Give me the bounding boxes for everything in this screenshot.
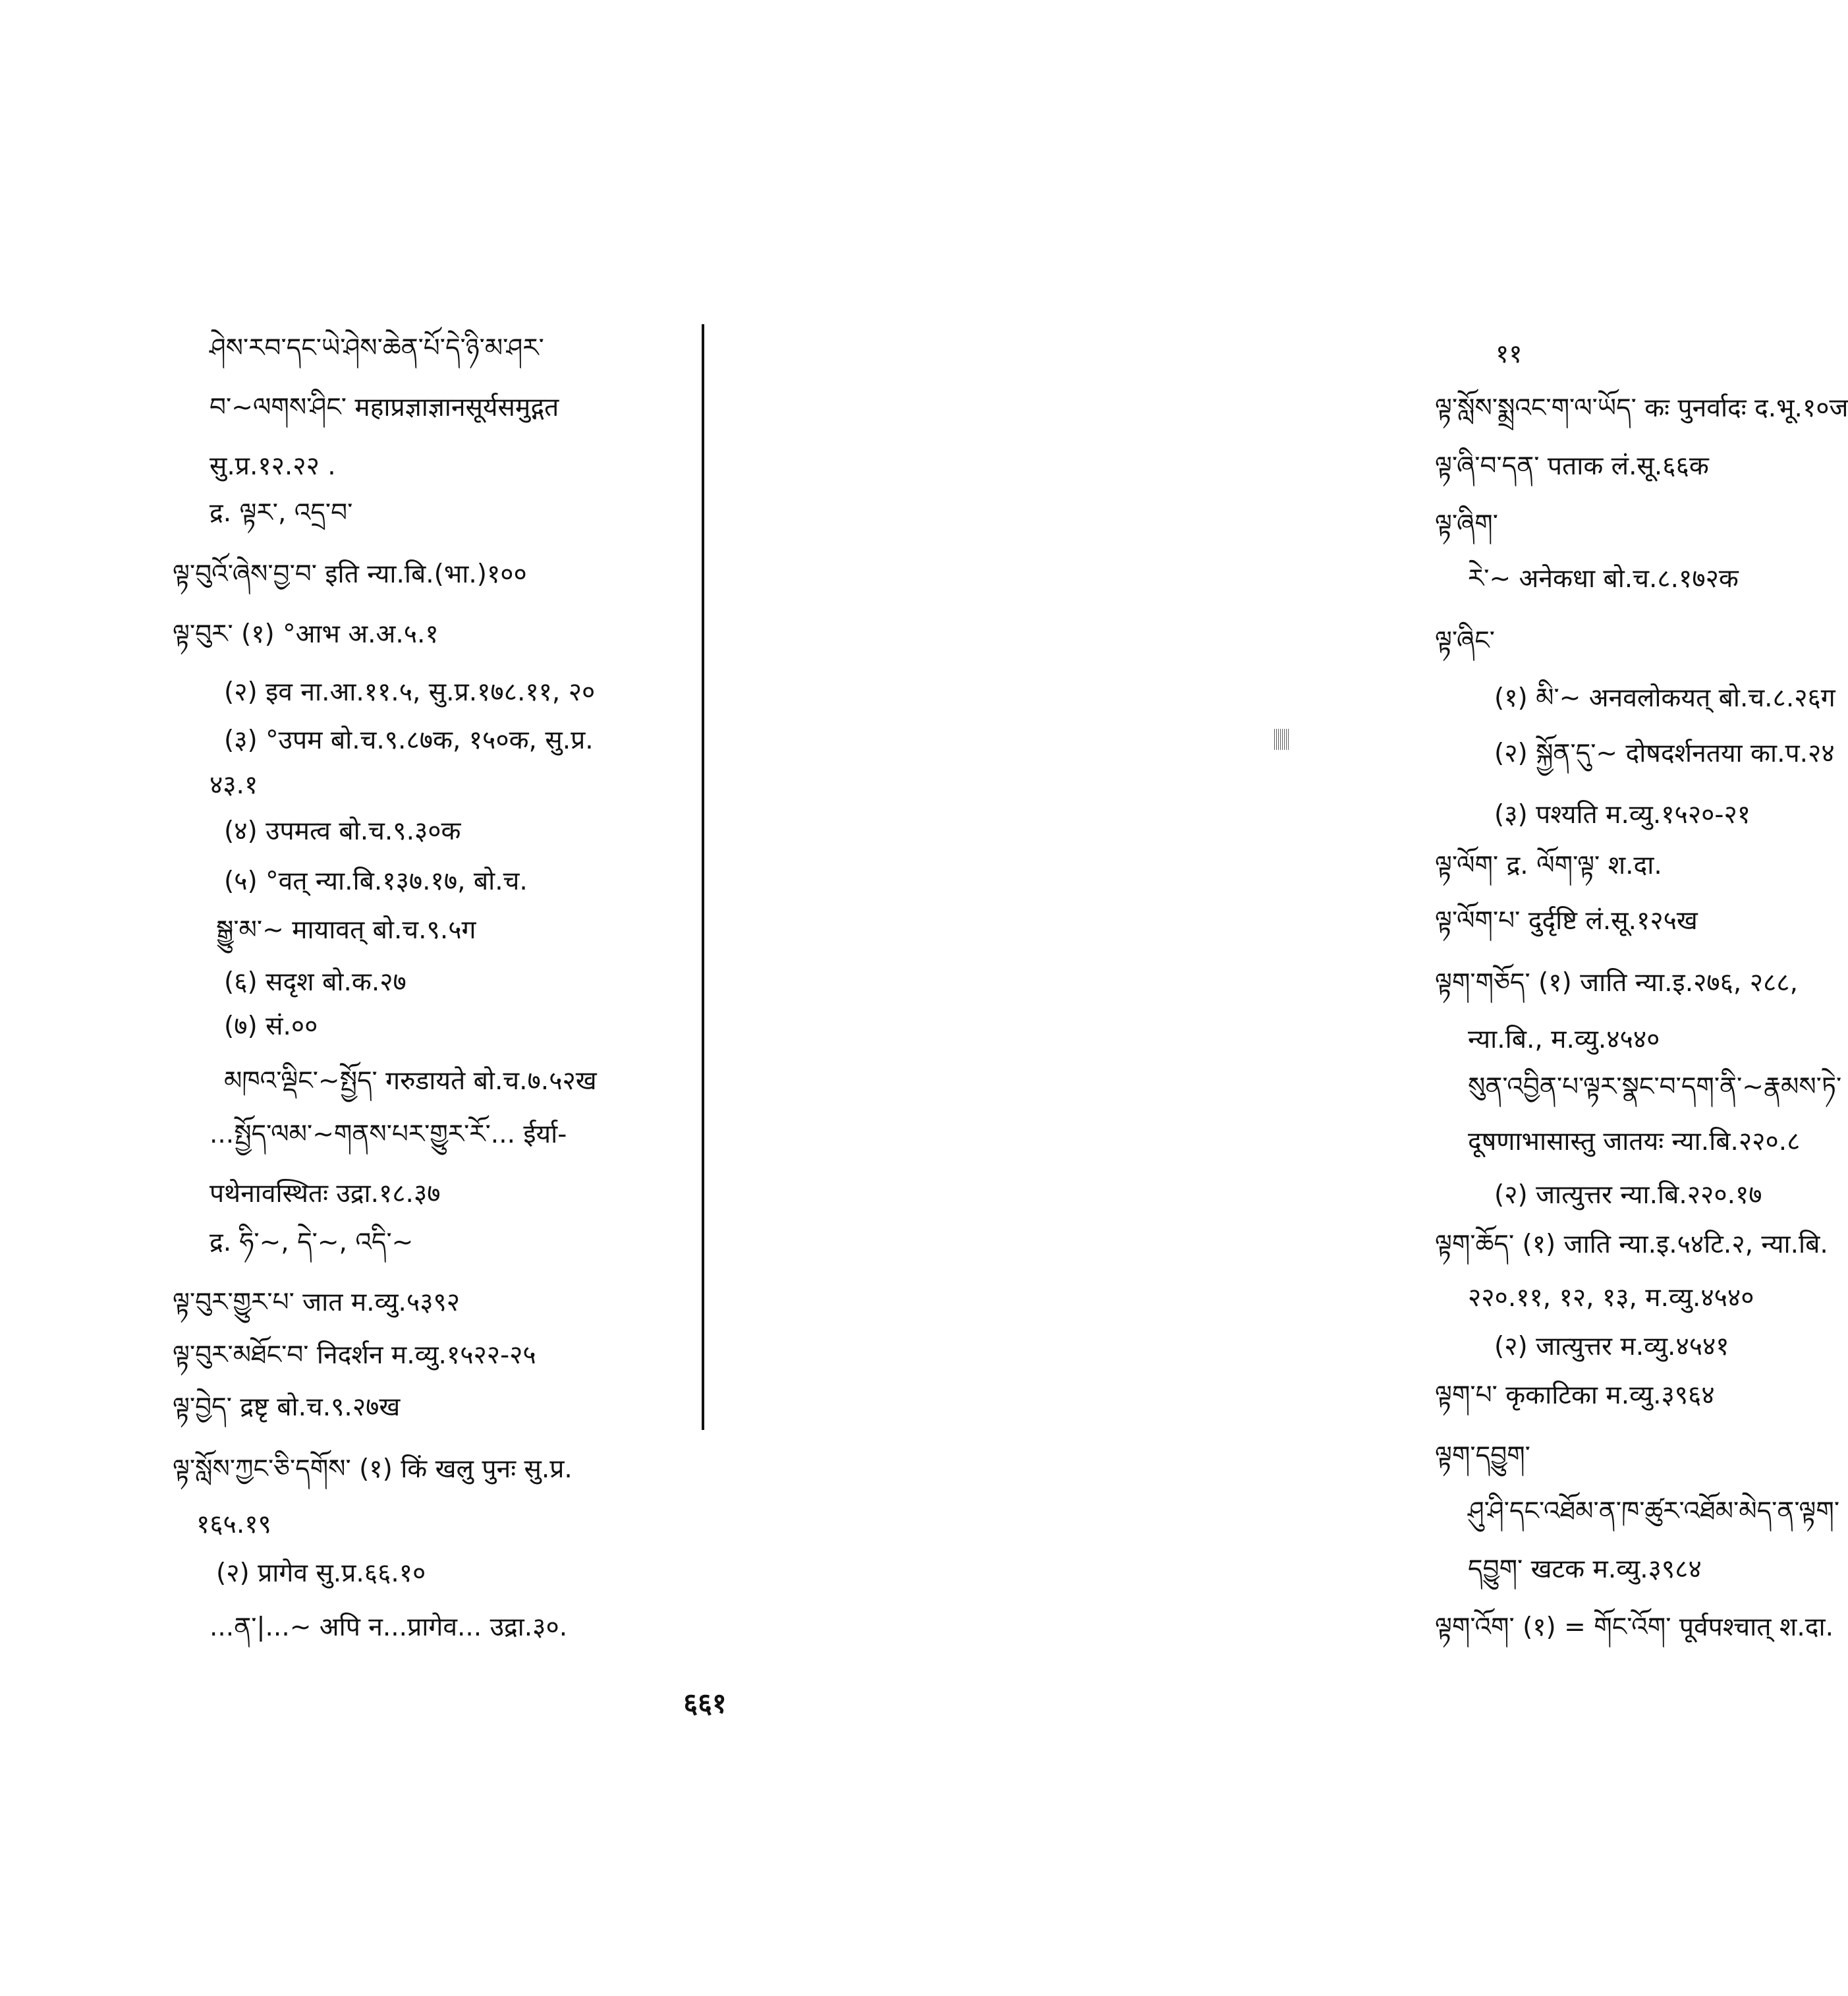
right-line-9: (३) पश्यति म.व्यु.१५२०-२१ bbox=[1494, 800, 1751, 830]
left-line-10: (४) उपमत्व बो.च.९.३०क bbox=[224, 816, 461, 846]
page-number: ६६१ bbox=[683, 1687, 727, 1719]
right-line-19: (२) जात्युत्तर म.व्यु.४५४१ bbox=[1494, 1332, 1729, 1361]
right-line-7: (१) མི་~ अनवलोकयत् बो.च.८.२६ग bbox=[1494, 683, 1835, 713]
left-line-22: ལྟ་སློས་ཀྱང་ཅི་དགོས་ (१) किं खलु पुनः सु.प्र. bbox=[173, 1454, 573, 1484]
right-line-10: ལྟ་ལོག་ द्र. ལོག་ལྟ་ श.दा. bbox=[1435, 851, 1662, 880]
right-line-15: दूषणाभासास्तु जातयः न्या.बि.२२०.८ bbox=[1468, 1127, 1801, 1156]
left-line-17: पथेनावस्थितः उद्रा.१८.३७ bbox=[210, 1179, 441, 1209]
left-line-7: (२) इव ना.आ.११.५, सु.प्र.१७८.११, २० bbox=[224, 677, 596, 707]
right-line-6: ལྟ་ཞིང་ bbox=[1435, 626, 1495, 656]
left-line-5: ལྟ་བུའོ་ཞེས་བྱ་བ་ इति न्या.बि.(भा.)१०० bbox=[173, 559, 527, 589]
left-line-4: द्र. ལྟར་, འདྲ་བ་ bbox=[210, 498, 353, 528]
right-line-1: ११ bbox=[1496, 339, 1523, 369]
right-line-4: ལྟ་ཞིག་ bbox=[1435, 509, 1498, 539]
left-line-8: (३) °उपम बो.च.९.८७क, १५०क, सु.प्र. bbox=[224, 726, 594, 755]
left-line-3: सु.प्र.१२.२२ . bbox=[210, 451, 336, 481]
right-line-14: སུན་འབྱིན་པ་ལྟར་སྣང་བ་དག་ནི་~རྣམས་ཏེ་ bbox=[1468, 1072, 1842, 1102]
left-line-16: ...སྤྱོད་ལམ་~གནས་པར་གྱུར་རོ་... ईर्या- bbox=[210, 1120, 567, 1149]
left-line-20: ལྟ་བུར་མཐོང་བ་ निदर्शन म.व्यु.१५२२-२५ bbox=[173, 1340, 536, 1370]
right-line-13: न्या.बि., म.व्यु.४५४० bbox=[1468, 1025, 1660, 1054]
scan-speck-marks bbox=[1274, 729, 1289, 750]
column-divider bbox=[702, 324, 704, 1430]
right-line-2: ལྟ་སློས་སྨྲའང་ག་ལ་ཡོད་ कः पुनर्वादः द.भू.१०ज bbox=[1435, 393, 1848, 423]
right-line-18: २२०.११, १२, १३, म.व्यु.४५४० bbox=[1468, 1283, 1754, 1313]
left-line-15: མཁའ་ལྡིང་~སྤྱོད་ गरुडायते बो.च.७.५२ख bbox=[224, 1066, 597, 1096]
left-line-12: སྒྱུ་མ་~ मायावत् बो.च.९.५ग bbox=[216, 915, 476, 945]
right-line-24: ལྟག་འོག་ (१) = གོང་འོག་ पूर्वपश्चात् श.दा. bbox=[1435, 1612, 1834, 1642]
right-line-5: རེ་~ अनेकधा बो.च.८.१७२क bbox=[1468, 564, 1739, 594]
right-line-22: ཤུ་ཤི་དང་འཐོམ་ན་ཁ་ཚུར་འཐོམ་མེད་ན་ལྟག་ bbox=[1468, 1497, 1840, 1526]
left-line-11: (५) °वत् न्या.बि.१३७.१७, बो.च. bbox=[224, 867, 528, 896]
left-line-13: (६) सदृश बो.क.२७ bbox=[224, 967, 406, 997]
left-line-6: ལྟ་བུར་ (१) °आभ अ.अ.५.१ bbox=[173, 619, 439, 649]
right-line-23: དབྱུག་ खटक म.व्यु.३९८४ bbox=[1468, 1554, 1702, 1584]
right-line-12: ལྟག་གཅོད་ (१) जाति न्या.इ.२७६, २८८, bbox=[1435, 968, 1798, 998]
left-line-24: (२) प्रागेव सु.प्र.६६.१० bbox=[216, 1558, 426, 1588]
left-line-9: ४३.१ bbox=[210, 770, 258, 800]
right-line-8: (२) སྐྱོན་དུ་~ दोषदर्शनतया का.प.२४ bbox=[1494, 739, 1835, 768]
left-line-18: द्र. ཧི་~, དེ་~, འདི་~ bbox=[210, 1228, 414, 1257]
right-line-11: ལྟ་ལོག་པ་ दुर्दृष्टि लं.सू.१२५ख bbox=[1435, 906, 1698, 936]
right-line-16: (२) जात्युत्तर न्या.बि.२२०.१७ bbox=[1494, 1180, 1762, 1210]
left-line-1: ཤེས་རབ་དང་ཡེ་ཤེས་ཆེན་པོ་དེ་ཉི་མ་ཤར་ bbox=[210, 333, 544, 363]
right-line-21: ལྟག་དབྱུག་ bbox=[1435, 1441, 1530, 1471]
right-line-20: ལྟག་པ་ कृकाटिका म.व्यु.३९६४ bbox=[1435, 1381, 1715, 1410]
left-line-25: ...ན་|...~ अपि न...प्रागेव... उद्रा.३०. bbox=[210, 1612, 568, 1642]
right-line-3: ལྟ་ཞི་བ་དན་ पताक लं.सू.६६क bbox=[1435, 451, 1709, 481]
left-line-23: १६५.१९ bbox=[196, 1510, 271, 1539]
left-line-2: བ་~ལགས་ཤིང་ महाप्रज्ञाज्ञानसूर्यसमुद्गत bbox=[210, 393, 559, 422]
right-line-17: ལྟག་ཆོད་ (१) जाति न्या.इ.५४टि.२, न्या.बि. bbox=[1435, 1230, 1828, 1259]
left-line-14: (७) सं.०० bbox=[224, 1012, 318, 1041]
left-line-21: ལྟ་བྱེད་ द्रष्टृ बो.च.९.२७ख bbox=[173, 1392, 401, 1422]
left-line-19: ལྟ་བུར་གྱུར་པ་ जात म.व्यु.५३९२ bbox=[173, 1288, 461, 1317]
